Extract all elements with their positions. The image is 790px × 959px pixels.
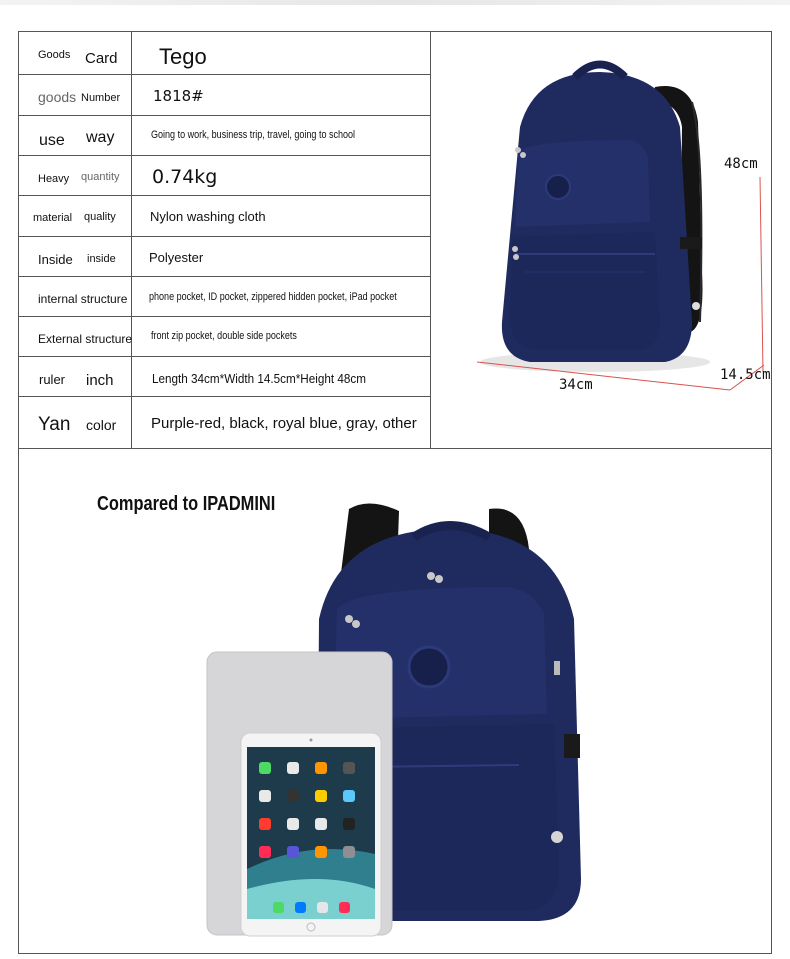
spec-value-external-text: front zip pocket, double side pockets bbox=[151, 330, 297, 342]
spec-row-weight bbox=[19, 156, 430, 196]
spec-label-b: quality bbox=[84, 211, 116, 223]
spec-value-internal-text: phone pocket, ID pocket, zippered hidden pocket, iPad pocket bbox=[149, 291, 397, 303]
spec-label-cell bbox=[19, 116, 132, 155]
spec-label-a: material bbox=[33, 212, 73, 224]
spec-label-cell bbox=[19, 196, 132, 236]
spec-row-size bbox=[19, 357, 430, 397]
spec-value-lining: Polyester bbox=[149, 250, 204, 265]
comparison-section bbox=[18, 449, 772, 954]
spec-value-weight: 0.74kg bbox=[152, 166, 218, 188]
spec-label-cell bbox=[19, 156, 132, 195]
dimension-width-label: 14.5cm bbox=[720, 367, 771, 383]
spec-value-internal bbox=[149, 291, 451, 303]
spec-label-a: Goods bbox=[38, 49, 71, 61]
spec-value-brand: Tego bbox=[159, 44, 207, 69]
spec-row-color bbox=[19, 397, 430, 448]
spec-label-a: ruler bbox=[39, 372, 66, 387]
spec-label-a: goods bbox=[38, 89, 77, 105]
spec-row-internal bbox=[19, 277, 430, 317]
spec-label-a: External structure bbox=[38, 332, 133, 346]
spec-value-use bbox=[151, 129, 400, 141]
top-divider bbox=[0, 0, 790, 5]
spec-row-lining bbox=[19, 237, 430, 277]
spec-row-use bbox=[19, 116, 430, 156]
spec-label-b: inch bbox=[86, 372, 114, 389]
dimension-length-label: 34cm bbox=[559, 377, 593, 393]
dimension-height-label: 48cm bbox=[724, 156, 758, 172]
spec-label-b: inside bbox=[87, 253, 116, 265]
spec-label-b: Number bbox=[81, 92, 121, 104]
spec-table bbox=[19, 32, 431, 448]
spec-label-cell bbox=[19, 277, 132, 316]
spec-row-material bbox=[19, 196, 430, 237]
spec-row-number bbox=[19, 75, 430, 116]
spec-value-number: 1818# bbox=[153, 87, 204, 105]
dimension-figure bbox=[430, 32, 771, 448]
spec-label-cell bbox=[19, 75, 132, 115]
spec-label-a: Yan bbox=[38, 414, 71, 435]
backpack-vs-ipad-image bbox=[19, 449, 771, 953]
spec-section bbox=[18, 31, 772, 449]
spec-label-b: Card bbox=[85, 50, 118, 67]
spec-value-use-text: Going to work, business trip, travel, going to school bbox=[151, 129, 356, 141]
spec-label-a: use bbox=[39, 132, 65, 149]
spec-label-cell bbox=[19, 32, 132, 74]
comparison-title: Compared to IPADMINI bbox=[97, 493, 276, 515]
spec-label-cell bbox=[19, 397, 132, 448]
spec-value-color: Purple-red, black, royal blue, gray, other bbox=[151, 415, 417, 432]
spec-label-b: color bbox=[86, 417, 117, 433]
spec-value-external bbox=[151, 330, 329, 342]
spec-label-cell bbox=[19, 237, 132, 276]
spec-value-size-text: Length 34cm*Width 14.5cm*Height 48cm bbox=[152, 371, 366, 386]
spec-label-a: internal structure bbox=[38, 292, 128, 306]
spec-label-a: Heavy bbox=[38, 173, 70, 185]
spec-value-size bbox=[152, 371, 390, 386]
backpack-dimension-image bbox=[430, 32, 771, 448]
spec-label-b: way bbox=[86, 129, 115, 146]
spec-value-material: Nylon washing cloth bbox=[150, 209, 266, 224]
spec-label-b: quantity bbox=[81, 171, 120, 183]
spec-label-cell bbox=[19, 357, 132, 396]
spec-label-a: Inside bbox=[38, 252, 73, 267]
spec-row-external bbox=[19, 317, 430, 357]
spec-row-brand bbox=[19, 32, 430, 75]
spec-label-cell bbox=[19, 317, 132, 356]
